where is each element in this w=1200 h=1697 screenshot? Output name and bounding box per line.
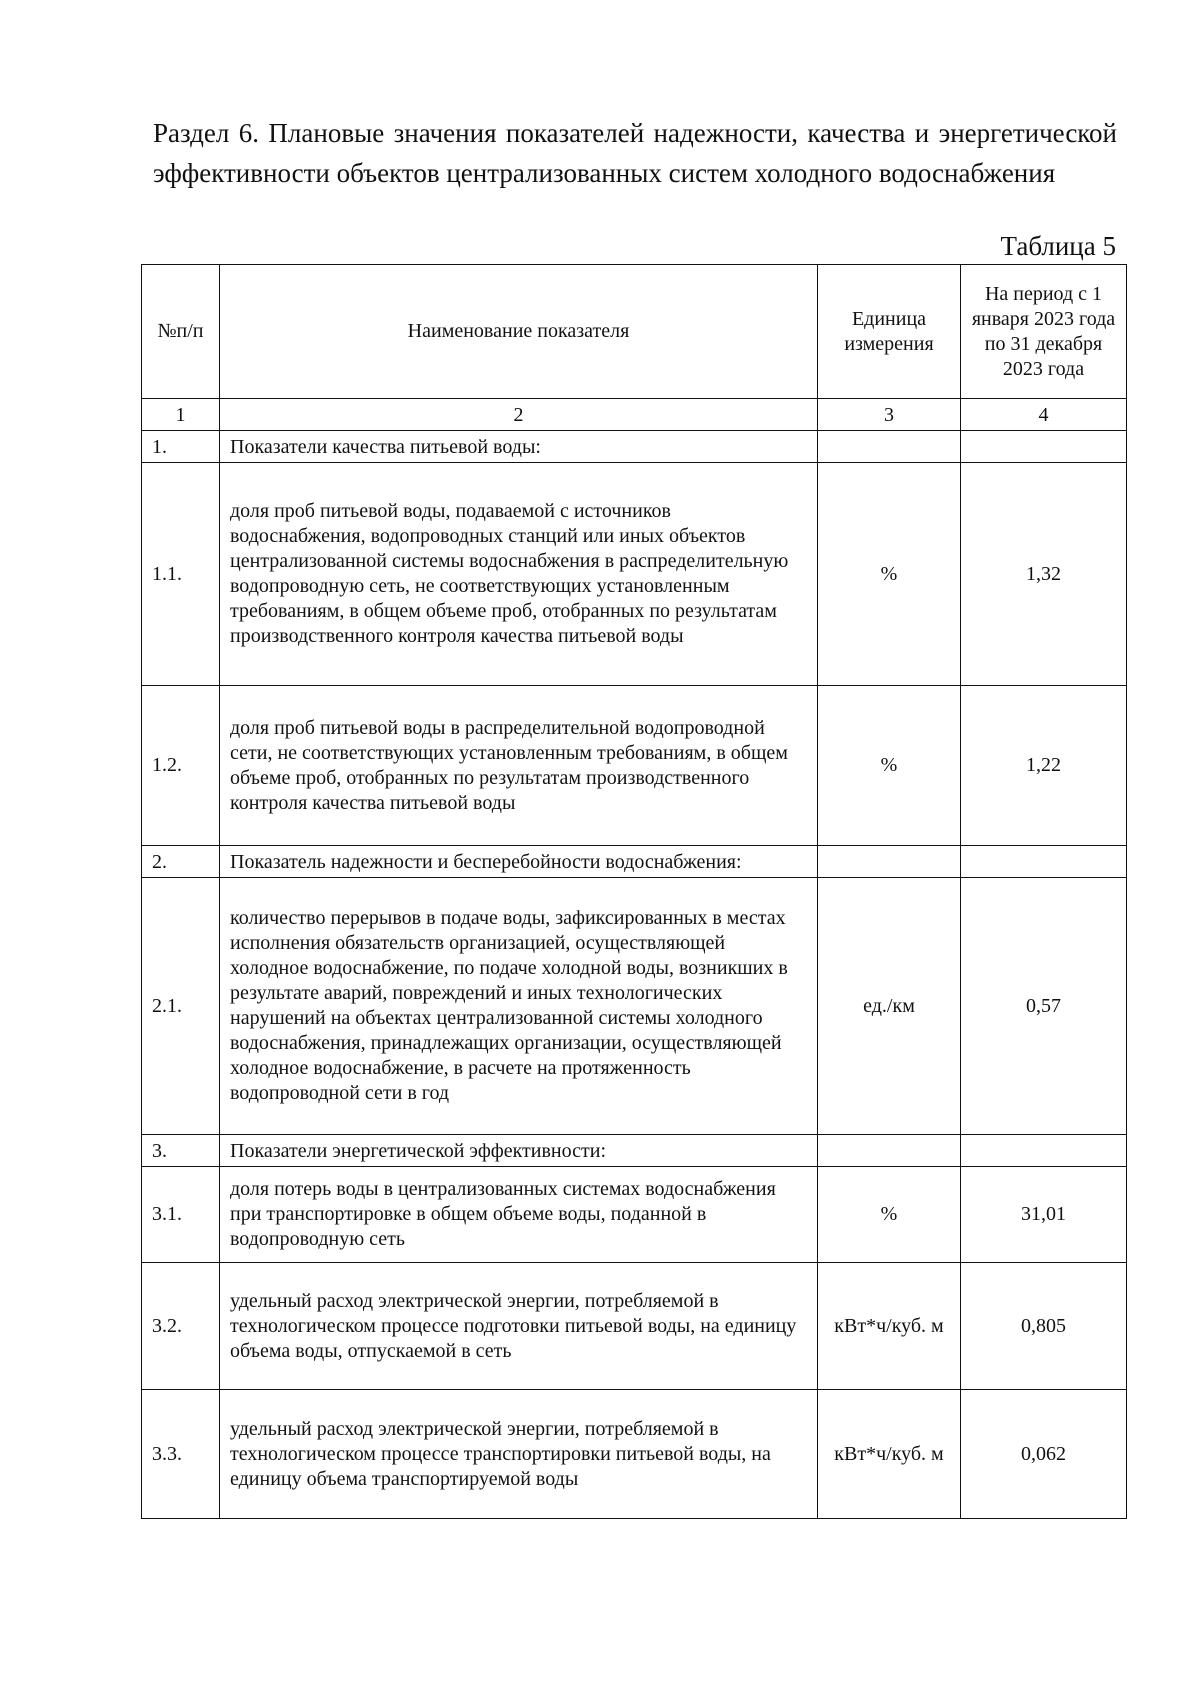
row-value: 0,57 (961, 878, 1127, 1135)
row-unit: % (818, 463, 961, 686)
row-num: 1.2. (142, 686, 220, 846)
row-value: 31,01 (961, 1167, 1127, 1263)
row-value: 1,22 (961, 686, 1127, 846)
table-row (142, 1135, 1127, 1167)
row-name: доля проб питьевой воды, подаваемой с источников водоснабжения, водопроводных станций или иных объектов централизованной системы водоснабжения в распределительную водопроводную сеть, не соответствующих установленным требованиям, в общем объеме проб, отобранных по результатам производственного контроля качества питьевой воды (220, 463, 818, 686)
row-value: 1,32 (961, 463, 1127, 686)
row-num: 2. (142, 846, 220, 878)
table-row (142, 686, 1127, 846)
table-row (142, 1263, 1127, 1390)
column-number: 4 (961, 399, 1127, 431)
table-row (142, 1167, 1127, 1263)
table-header-row (142, 265, 1127, 399)
row-value (961, 431, 1127, 463)
header-period: На период с 1 января 2023 года по 31 декабря 2023 года (961, 265, 1127, 399)
row-name: Показатели энергетической эффективности: (220, 1135, 818, 1167)
column-number: 1 (142, 399, 220, 431)
section-title: Раздел 6. Плановые значения показателей надежности, качества и энергетической эффективности объектов централизованных систем холодного водоснабжения (153, 118, 1117, 188)
column-number: 3 (818, 399, 961, 431)
row-unit: кВт*ч/куб. м (818, 1390, 961, 1519)
table-row (142, 463, 1127, 686)
row-name: доля потерь воды в централизованных системах водоснабжения при транспортировке в общем объеме воды, поданной в водопроводную сеть (220, 1167, 818, 1263)
table-row (142, 878, 1127, 1135)
row-name: доля проб питьевой воды в распределительной водопроводной сети, не соответствующих установленным требованиям, в общем объеме проб, отобранных по результатам производственного контроля качества питьевой воды (220, 686, 818, 846)
row-unit (818, 1135, 961, 1167)
header-name: Наименование показателя (220, 265, 818, 399)
row-value: 0,062 (961, 1390, 1127, 1519)
row-value: 0,805 (961, 1263, 1127, 1390)
table-label: Таблица 5 (1000, 231, 1116, 261)
column-number-row (142, 399, 1127, 431)
column-number: 2 (220, 399, 818, 431)
row-value (961, 846, 1127, 878)
row-value (961, 1135, 1127, 1167)
row-unit: % (818, 1167, 961, 1263)
table-row (142, 431, 1127, 463)
row-num: 3. (142, 1135, 220, 1167)
header-unit: Единица измерения (818, 265, 961, 399)
header-num: №п/п (142, 265, 220, 399)
indicators-table (141, 264, 1127, 1519)
row-name: Показатели качества питьевой воды: (220, 431, 818, 463)
row-num: 3.2. (142, 1263, 220, 1390)
row-num: 1. (142, 431, 220, 463)
row-num: 2.1. (142, 878, 220, 1135)
row-unit (818, 846, 961, 878)
row-unit: ед./км (818, 878, 961, 1135)
row-name: удельный расход электрической энергии, потребляемой в технологическом процессе подготовки питьевой воды, на единицу объема воды, отпускаемой в сеть (220, 1263, 818, 1390)
row-name: Показатель надежности и бесперебойности водоснабжения: (220, 846, 818, 878)
row-unit: кВт*ч/куб. м (818, 1263, 961, 1390)
row-unit (818, 431, 961, 463)
row-num: 3.3. (142, 1390, 220, 1519)
row-name: удельный расход электрической энергии, потребляемой в технологическом процессе транспортировки питьевой воды, на единицу объема транспортируемой воды (220, 1390, 818, 1519)
table-row (142, 846, 1127, 878)
table-row (142, 1390, 1127, 1519)
row-num: 3.1. (142, 1167, 220, 1263)
row-unit: % (818, 686, 961, 846)
row-num: 1.1. (142, 463, 220, 686)
row-name: количество перерывов в подаче воды, зафиксированных в местах исполнения обязательств организацией, осуществляющей холодное водоснабжение, по подаче холодной воды, возникших в результате аварий, повреждений и иных технологических нарушений на объектах централизованной системы холодного водоснабжения, принадлежащих организации, осуществляющей холодное водоснабжение, в расчете на протяженность водопроводной сети в год (220, 878, 818, 1135)
